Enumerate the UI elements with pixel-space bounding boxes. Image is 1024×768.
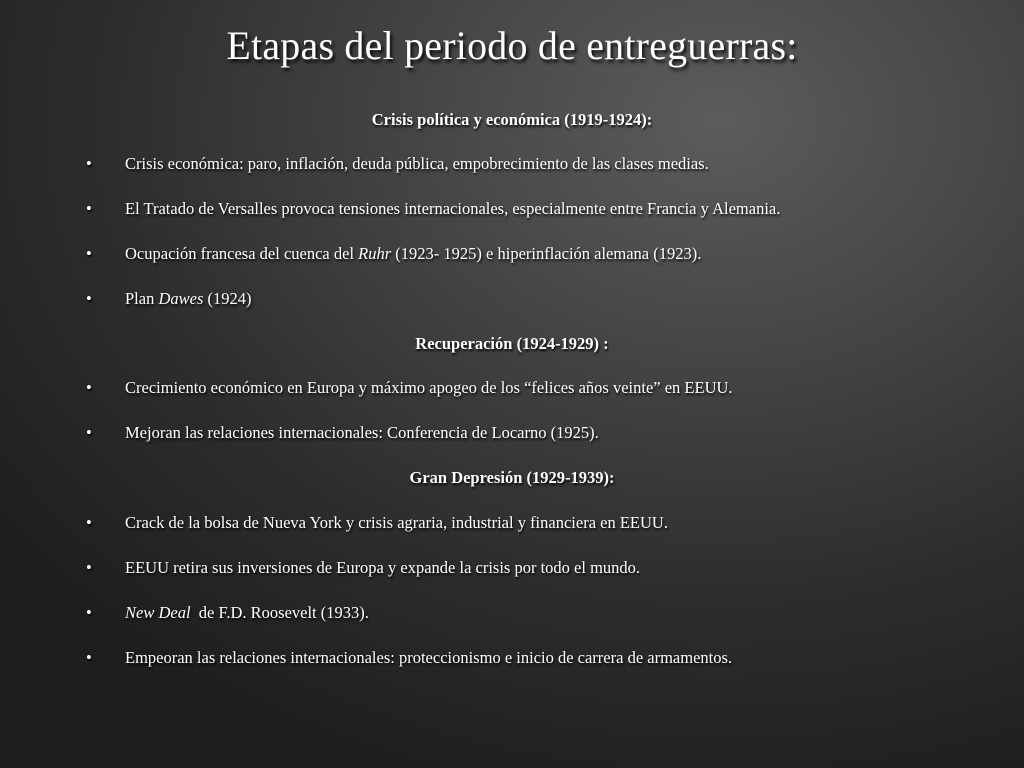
text-segment: de F.D. Roosevelt (1933). [190,603,369,622]
bullet-icon: • [86,154,92,173]
list-item-text: Crisis económica: paro, inflación, deuda pública, empobrecimiento de las clases medias. [125,154,709,173]
text-segment: Ocupación francesa del cuenca del [125,244,359,263]
bullet-icon: • [86,603,92,622]
section-heading-recuperacion: Recuperación (1924-1929) : [415,334,609,353]
bullet-icon: • [86,558,92,577]
list-item-text: Empeoran las relaciones internacionales: proteccionismo e inicio de carrera de armamentos. [125,648,733,667]
slide-title: Etapas del periodo de entreguerras: [226,23,798,68]
emphasized-term: Dawes [158,289,204,308]
bullet-icon: • [86,423,92,442]
bullet-icon: • [86,244,92,263]
bullet-icon: • [86,199,92,218]
text-segment: (1924) [203,289,252,308]
bullet-icon: • [86,289,92,308]
emphasized-term: New Deal [125,603,191,622]
section-heading-gran-depresion: Gran Depresión (1929-1939): [409,468,615,487]
emphasized-term: Ruhr [358,244,392,263]
list-item-text [125,603,369,623]
bullet-icon: • [86,648,92,667]
list-item-text [125,289,252,309]
bullet-icon: • [86,513,92,532]
list-item-text: El Tratado de Versalles provoca tensiones internacionales, especialmente entre Francia y Alemania. [125,199,781,218]
section-heading-crisis: Crisis política y económica (1919-1924): [371,110,653,129]
list-item-text: Crecimiento económico en Europa y máximo apogeo de los “felices años veinte” en EEUU. [125,378,733,397]
list-item-text: EEUU retira sus inversiones de Europa y expande la crisis por todo el mundo. [125,558,641,577]
list-item-text: Mejoran las relaciones internacionales: Conferencia de Locarno (1925). [125,423,599,442]
list-item-text [125,244,701,264]
text-segment: Plan [125,289,159,308]
text-segment: (1923- 1925) e hiperinflación alemana (1923). [391,244,702,263]
bullet-icon: • [86,378,92,397]
list-item-text: Crack de la bolsa de Nueva York y crisis agraria, industrial y financiera en EEUU. [125,513,668,532]
